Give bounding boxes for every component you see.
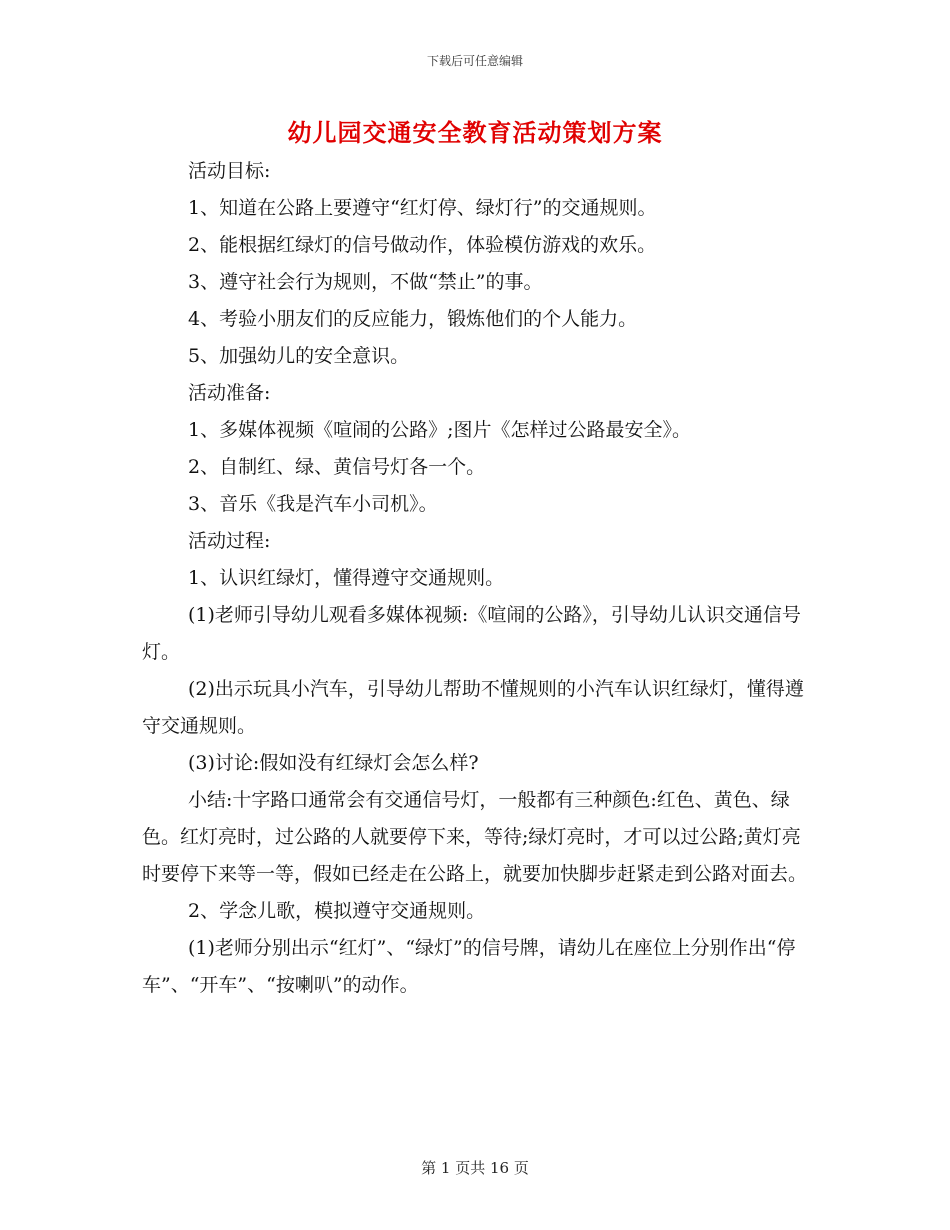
paragraph: 小结:十字路口通常会有交通信号灯，一般都有三种颜色:红色、黄色、绿色。红灯亮时，过公路的人就要停下来，等待;绿灯亮时，才可以过公路;黄灯亮时要停下来等一等，假如已经走在公路上，就要加快脚步赶紧走到公路对面去。	[142, 789, 808, 885]
paragraph: 4、考验小朋友们的反应能力，锻炼他们的个人能力。	[188, 308, 638, 330]
document-body	[142, 153, 814, 1004]
paragraph: 2、自制红、绿、黄信号灯各一个。	[188, 456, 486, 478]
document-title: 幼儿园交通安全教育活动策划方案	[287, 118, 663, 147]
paragraph: 2、学念儿歌，模拟遵守交通规则。	[188, 900, 486, 922]
paragraph: 活动目标:	[188, 160, 271, 182]
paragraph: (3)讨论:假如没有红绿灯会怎么样?	[188, 752, 479, 774]
page-header: 下载后可任意编辑	[426, 54, 523, 68]
paragraph: 3、音乐《我是汽车小司机》。	[188, 493, 438, 515]
paragraph: 1、多媒体视频《喧闹的公路》;图片《怎样过公路最安全》。	[188, 419, 691, 441]
paragraph: (1)老师分别出示“红灯”、“绿灯”的信号牌，请幼儿在座位上分别作出“停车”、“开车”、“按喇叭”的动作。	[142, 937, 796, 996]
paragraph: 3、遵守社会行为规则，不做“禁止”的事。	[188, 271, 543, 293]
page-footer: 第 1 页共 16 页	[421, 1159, 529, 1177]
paragraph: 1、知道在公路上要遵守“红灯停、绿灯行”的交通规则。	[188, 197, 657, 219]
paragraph: 活动过程:	[188, 530, 271, 552]
paragraph: 2、能根据红绿灯的信号做动作，体验模仿游戏的欢乐。	[188, 234, 657, 256]
paragraph: (2)出示玩具小汽车，引导幼儿帮助不懂规则的小汽车认识红绿灯，懂得遵守交通规则。	[142, 678, 804, 737]
paragraph: 1、认识红绿灯，懂得遵守交通规则。	[188, 567, 505, 589]
paragraph: (1)老师引导幼儿观看多媒体视频:《喧闹的公路》，引导幼儿认识交通信号灯。	[142, 604, 801, 663]
paragraph: 5、加强幼儿的安全意识。	[188, 345, 410, 367]
paragraph: 活动准备:	[188, 382, 271, 404]
